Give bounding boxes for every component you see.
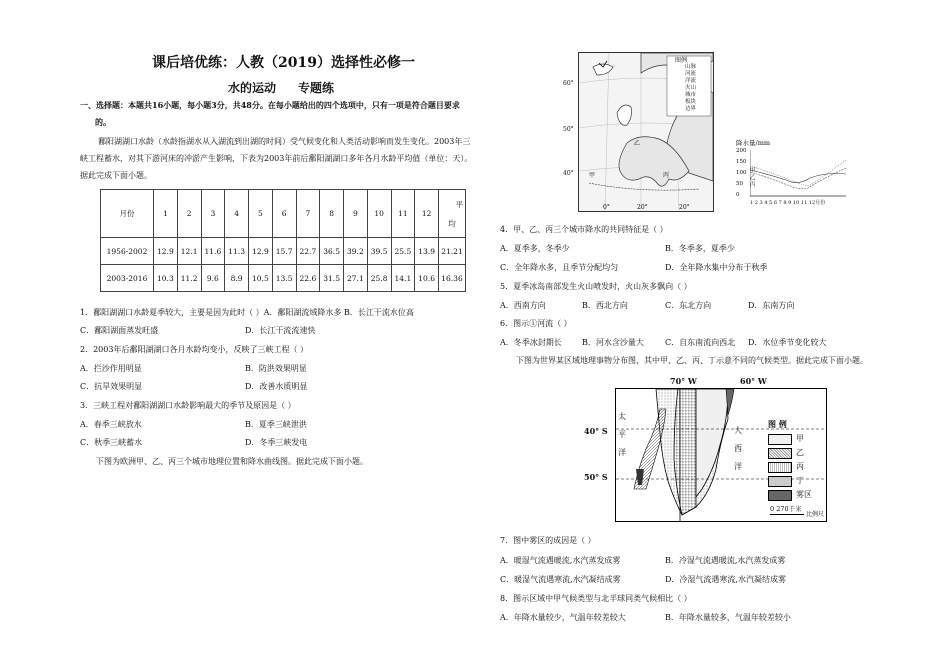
lat-label: 60° bbox=[563, 80, 574, 87]
pacific-char: 平 bbox=[618, 430, 626, 439]
question-5: 5．夏季冰岛南部发生火山喷发时，火山灰多飘向（ ） bbox=[500, 282, 692, 291]
table-cell: 11.6 bbox=[201, 238, 225, 265]
table-month: 4 bbox=[225, 190, 249, 238]
legend-label: 丙 bbox=[796, 462, 804, 471]
legend-label: 乙 bbox=[796, 448, 804, 457]
sa-lon-label: 70° W bbox=[670, 376, 697, 386]
table-row bbox=[101, 265, 466, 292]
table-cell: 13.5 bbox=[272, 265, 296, 292]
page-subtitle-kind: 专题练 bbox=[298, 81, 335, 95]
south-america-map bbox=[615, 388, 827, 522]
table-cell-avg: 21.21 bbox=[439, 238, 466, 265]
iceland-shape bbox=[593, 64, 613, 75]
intro-line-3: 据此完成下面小题。 bbox=[80, 171, 152, 180]
legend-swatch-yi bbox=[768, 448, 792, 459]
q6-option-b: B．河水含沙量大 bbox=[582, 338, 644, 347]
table-month: 3 bbox=[201, 190, 225, 238]
table-period: 2003-2016 bbox=[101, 265, 154, 292]
q6-option-d: D．水位季节变化较大 bbox=[748, 338, 827, 347]
intro-line-1: 鄱阳湖湖口水龄（水龄指湖水从入湖流到出湖的时间）受气候变化和人类活动影响而发生变化。2003年三 bbox=[98, 137, 471, 146]
table-cell: 39.5 bbox=[367, 238, 391, 265]
table-month: 7 bbox=[296, 190, 320, 238]
sa-map-svg bbox=[616, 389, 826, 521]
sa-lon-label: 60° W bbox=[740, 376, 767, 386]
precip-chart-title: 降水量/mm bbox=[736, 139, 771, 147]
avg-label-bottom: 均 bbox=[448, 218, 456, 228]
atlantic-char: 洋 bbox=[734, 462, 742, 471]
q4-option-d: D．全年降水集中分布于秋季 bbox=[665, 263, 768, 272]
q2-option-a: A．拦沙作用明显 bbox=[80, 364, 142, 373]
series-label-bing: 丙 bbox=[750, 182, 756, 188]
atlantic-char: 大 bbox=[734, 426, 742, 435]
europe-legend-item: 板块 bbox=[685, 99, 697, 105]
europe-legend-item: 洋流 bbox=[685, 78, 697, 84]
q6-option-a: A．冬季冰封期长 bbox=[500, 338, 562, 347]
lat-label: 40° bbox=[563, 170, 574, 177]
legend-swatch-ding bbox=[768, 476, 792, 487]
lon-label: 20° bbox=[637, 204, 648, 211]
q6-option-c: C．自东南流向西北 bbox=[665, 338, 736, 347]
table-cell: 36.5 bbox=[320, 238, 344, 265]
table-cell-avg: 16.36 bbox=[439, 265, 466, 292]
precip-chart bbox=[736, 138, 846, 214]
table-cell: 39.2 bbox=[344, 238, 368, 265]
scale-bar bbox=[770, 514, 804, 517]
q7-option-c: C．暖湿气流遇寒流,水汽凝结成雾 bbox=[500, 575, 621, 584]
q3-option-b: B．夏季三峡泄洪 bbox=[245, 420, 307, 429]
table-cell: 8.9 bbox=[225, 265, 249, 292]
precip-y-tick: 150 bbox=[736, 159, 747, 165]
q8-option-b: B．年降水量较多，气温年较差较小 bbox=[665, 613, 791, 622]
table-month: 1 bbox=[154, 190, 178, 238]
pacific-char: 太 bbox=[618, 412, 626, 421]
q5-option-c: C．东北方向 bbox=[665, 301, 712, 310]
table-cell: 22.6 bbox=[296, 265, 320, 292]
series-line-yi bbox=[750, 160, 846, 186]
britain-shape bbox=[617, 105, 632, 125]
series-line-jia bbox=[750, 168, 846, 189]
table-period: 1956-2002 bbox=[101, 238, 154, 265]
europe-legend-item: 城市 bbox=[685, 92, 697, 98]
sa-legend-title: 图 例 bbox=[768, 419, 787, 429]
table-month: 2 bbox=[177, 190, 201, 238]
q5-option-a: A．西南方向 bbox=[500, 301, 546, 310]
q3-option-a: A．春季三峡放水 bbox=[80, 420, 142, 429]
precip-x-label: 1 2 3 4 5 6 7 8 9 10 11 12月份 bbox=[750, 200, 826, 206]
q4-option-a: A．夏季多，冬季少 bbox=[500, 244, 570, 253]
q3-option-c: C．秋季三峡蓄水 bbox=[80, 438, 143, 447]
q1-option-d: D．长江干流流速快 bbox=[245, 326, 316, 335]
table-header-row bbox=[101, 190, 466, 238]
table-cell: 14.1 bbox=[391, 265, 415, 292]
table-cell: 22.7 bbox=[296, 238, 320, 265]
legend-swatch-fog bbox=[768, 490, 792, 501]
section-heading-tail: 的。 bbox=[95, 117, 111, 127]
q4-option-c: C．全年降水多，且季节分配均匀 bbox=[500, 263, 619, 272]
table-cell: 13.9 bbox=[415, 238, 439, 265]
series-label-yi: 乙 bbox=[750, 175, 756, 181]
legend-swatch-jia bbox=[768, 434, 792, 445]
q7-option-b: B．冷湿气流遇暖流,水汽蒸发成雾 bbox=[665, 556, 786, 565]
precip-y-tick: 100 bbox=[736, 170, 747, 176]
table-cell: 10.3 bbox=[154, 265, 178, 292]
table-cell: 12.9 bbox=[154, 238, 178, 265]
precip-plot bbox=[750, 150, 846, 200]
q3-option-d: D．冬季三峡发电 bbox=[245, 438, 308, 447]
precip-y-tick: 200 bbox=[736, 148, 747, 154]
q7-option-d: D．冷湿气流遇寒流,水汽凝结成雾 bbox=[665, 575, 786, 584]
precip-y-tick: 50 bbox=[736, 181, 743, 187]
table-cell: 12.1 bbox=[177, 238, 201, 265]
table-cell: 10.5 bbox=[249, 265, 273, 292]
table-cell: 27.1 bbox=[344, 265, 368, 292]
europe-legend-item: 山脉 bbox=[685, 64, 697, 70]
scale-label: 比例尺 bbox=[806, 511, 825, 518]
table-month: 12 bbox=[415, 190, 439, 238]
table-cell: 10.6 bbox=[415, 265, 439, 292]
lon-label: 20° bbox=[679, 204, 690, 211]
lat-label: 50° bbox=[563, 126, 574, 133]
page-subtitle-topic: 水的运动 bbox=[228, 81, 277, 95]
intro-europe: 下图为欧洲甲、乙、丙三个城市地理位置和降水曲线图。据此完成下面小题。 bbox=[96, 457, 368, 466]
water-age-table bbox=[100, 189, 466, 292]
avg-label-top: 平 bbox=[455, 199, 463, 209]
legend-label: 丁 bbox=[796, 476, 804, 485]
table-month: 8 bbox=[320, 190, 344, 238]
table-cell: 12.9 bbox=[249, 238, 273, 265]
intro-line-2: 峡工程蓄水，对其下游河床的冲淤产生影响，下表为2003年前后鄱阳湖湖口多年各月水龄平均值（单位：天）。 bbox=[80, 154, 473, 163]
table-header-label: 月份 bbox=[101, 190, 154, 238]
table-cell: 9.6 bbox=[201, 265, 225, 292]
question-2: 2．2003年后鄱阳湖湖口各月水龄均变小，反映了三峡工程（ ） bbox=[80, 345, 308, 354]
city-label-jia: 甲 bbox=[589, 172, 596, 179]
pacific-char: 洋 bbox=[618, 448, 626, 457]
q2-option-d: D．改善水质明显 bbox=[245, 382, 308, 391]
city-label-yi: 乙 bbox=[634, 140, 641, 147]
city-label-bing: 丙 bbox=[663, 172, 670, 179]
precip-axes bbox=[750, 150, 846, 196]
table-avg-header bbox=[439, 190, 466, 238]
sa-lat-label: 40° S bbox=[584, 426, 608, 436]
q1-option-c: C．鄱阳湖面蒸发旺盛 bbox=[80, 326, 159, 335]
precip-y-tick: 0 bbox=[736, 192, 740, 198]
europe-map bbox=[563, 52, 714, 212]
table-month: 11 bbox=[391, 190, 415, 238]
europe-legend-title: 图例 bbox=[675, 57, 688, 64]
legend-label: 雾区 bbox=[796, 490, 812, 499]
q4-option-b: B．冬季多，夏季少 bbox=[665, 244, 735, 253]
scale-text: 0 270千米 bbox=[770, 505, 802, 513]
table-cell: 15.7 bbox=[272, 238, 296, 265]
table-month: 9 bbox=[344, 190, 368, 238]
legend-label: 甲 bbox=[796, 434, 804, 443]
q5-option-b: B．西北方向 bbox=[582, 301, 628, 310]
europe-legend-item: 边界 bbox=[685, 106, 697, 112]
europe-legend-item: 河流 bbox=[685, 71, 697, 77]
table-cell: 25.5 bbox=[391, 238, 415, 265]
atlantic-char: 西 bbox=[734, 444, 742, 453]
section-heading: 一、选择题：本题共16小题，每小题3分，共48分。在每小题给出的四个选项中，只有一项是符合题目要求 bbox=[80, 100, 460, 110]
q5-option-d: D．东南方向 bbox=[748, 301, 795, 310]
page-title: 课后培优练：人教（2019）选择性必修一 bbox=[152, 55, 415, 71]
table-cell: 25.8 bbox=[367, 265, 391, 292]
q7-option-a: A．暖湿气流遇暖流,水汽蒸发成雾 bbox=[500, 556, 621, 565]
europe-legend-item: 火山 bbox=[685, 85, 697, 91]
q2-option-c: C．抗旱效果明显 bbox=[80, 382, 143, 391]
sa-lat-label: 50° S bbox=[584, 472, 608, 482]
lon-label: 0° bbox=[603, 204, 610, 211]
table-cell: 11.3 bbox=[225, 238, 249, 265]
question-1: 1．鄱阳湖湖口水龄夏季较大，主要是因为此时（ ）A．鄱阳湖流域降水多 B．长江干流水位高 bbox=[80, 308, 414, 317]
question-8: 8．图示区域中甲气候类型与北半球同类气候相比（ ） bbox=[500, 594, 692, 603]
table-cell: 11.2 bbox=[177, 265, 201, 292]
series-label-jia: 甲 bbox=[750, 168, 756, 174]
legend-swatch-bing bbox=[768, 462, 792, 473]
table-month: 6 bbox=[272, 190, 296, 238]
question-7: 7．图中雾区的成因是（ ） bbox=[500, 536, 596, 545]
intro-south-america: 下图为世界某区域地理事物分布图，其中甲、乙、丙、丁示意不同的气候类型。据此完成下面小题。 bbox=[516, 356, 868, 365]
table-month: 5 bbox=[249, 190, 273, 238]
question-6: 6．图示①河流（ ） bbox=[500, 319, 572, 328]
q8-option-a: A．年降水量较少，气温年较差较大 bbox=[500, 613, 626, 622]
table-cell: 31.5 bbox=[320, 265, 344, 292]
table-row bbox=[101, 238, 466, 265]
q2-option-b: B．防洪效果明显 bbox=[245, 364, 307, 373]
question-4: 4．甲、乙、丙三个城市降水的共同特征是（ ） bbox=[500, 225, 668, 234]
table-month: 10 bbox=[367, 190, 391, 238]
question-3: 3．三峡工程对鄱阳湖湖口水龄影响最大的季节及原因是（ ） bbox=[80, 401, 296, 410]
